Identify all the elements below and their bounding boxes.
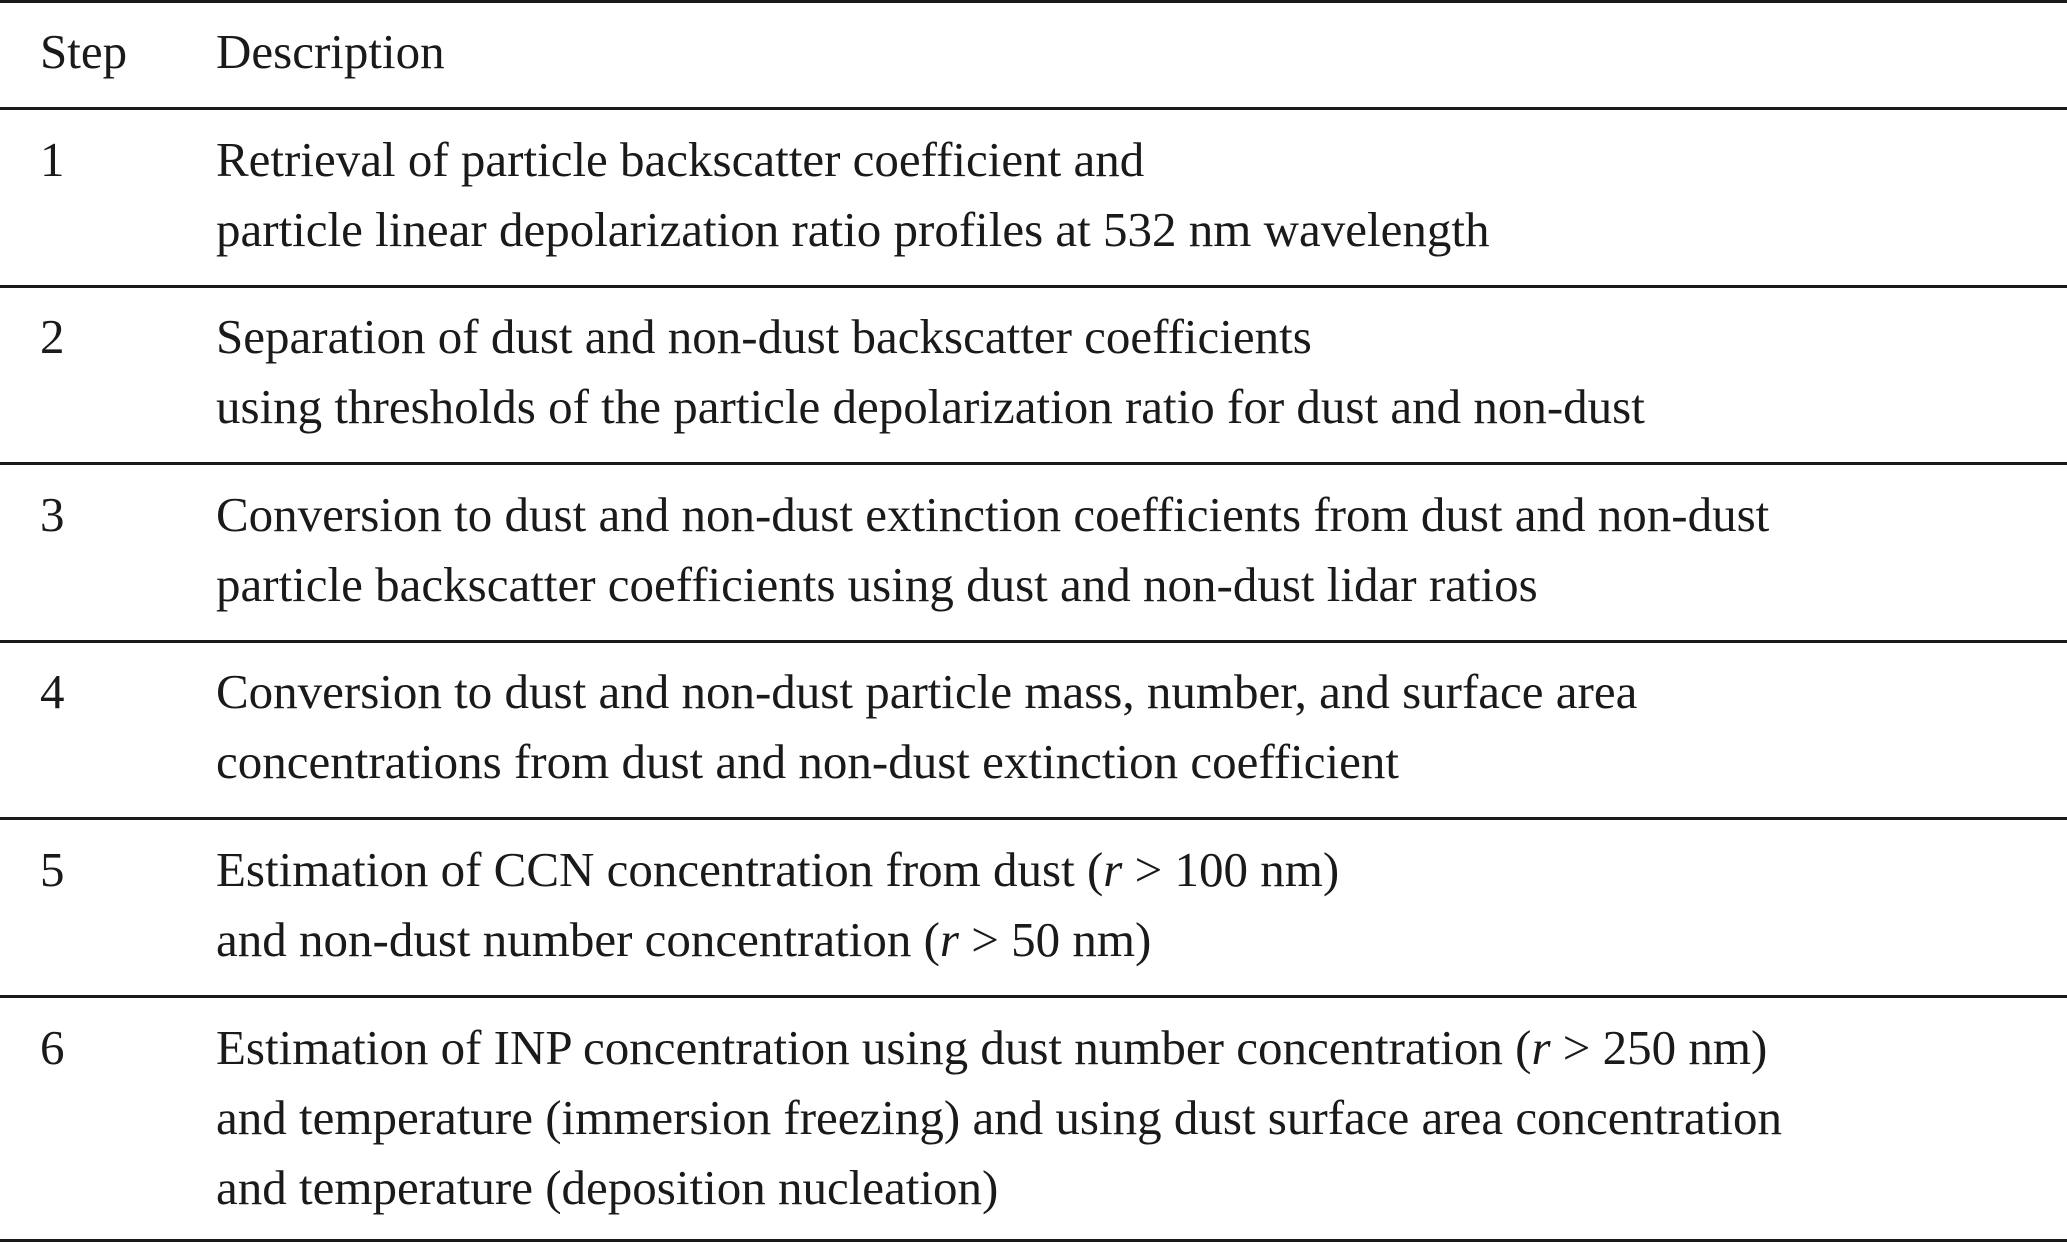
text-segment: Estimation of CCN concentration from dust ( — [216, 842, 1104, 897]
radius-symbol: r — [939, 912, 959, 967]
text-segment: > 50 nm) — [958, 912, 1152, 967]
row-description — [216, 835, 1339, 975]
description-line: Retrieval of particle backscatter coefficient and — [216, 132, 1145, 187]
table-row-divider — [0, 817, 2067, 820]
header-step: Step — [40, 24, 128, 79]
row-step-number: 1 — [40, 132, 65, 187]
row-step-number: 2 — [40, 309, 65, 364]
text-segment: Estimation of INP concentration using dust number concentration ( — [216, 1020, 1532, 1075]
description-line: Conversion to dust and non-dust particle mass, number, and surface area — [216, 664, 1638, 719]
table-row-divider — [0, 995, 2067, 998]
row-description — [216, 125, 1490, 265]
table-header-rule — [0, 107, 2067, 110]
row-step-number: 3 — [40, 487, 65, 542]
table-top-rule — [0, 0, 2067, 3]
row-description — [216, 302, 1645, 442]
table-bottom-rule — [0, 1239, 2067, 1242]
description-line — [216, 1013, 1782, 1083]
radius-symbol: r — [1531, 1020, 1551, 1075]
row-description — [216, 480, 1769, 620]
description-line: Separation of dust and non-dust backscatter coefficients — [216, 309, 1312, 364]
description-line: using thresholds of the particle depolarization ratio for dust and non-dust — [216, 379, 1645, 434]
text-segment: > 250 nm) — [1550, 1020, 1768, 1075]
table-row-divider — [0, 285, 2067, 288]
radius-symbol: r — [1103, 842, 1123, 897]
description-line: and temperature (deposition nucleation) — [216, 1160, 999, 1215]
description-line: Conversion to dust and non-dust extinction coefficients from dust and non-dust — [216, 487, 1770, 542]
text-segment: > 100 nm) — [1122, 842, 1340, 897]
description-line: concentrations from dust and non-dust extinction coefficient — [216, 734, 1399, 789]
table-row-divider — [0, 640, 2067, 643]
row-description — [216, 657, 1637, 797]
table-row-divider — [0, 462, 2067, 465]
row-step-number: 5 — [40, 842, 65, 897]
description-line — [216, 905, 1339, 975]
description-line: particle backscatter coefficients using dust and non-dust lidar ratios — [216, 557, 1538, 612]
row-description — [216, 1013, 1782, 1223]
row-step-number: 6 — [40, 1020, 65, 1075]
header-description: Description — [216, 24, 445, 79]
row-step-number: 4 — [40, 664, 65, 719]
text-segment: and non-dust number concentration ( — [216, 912, 940, 967]
description-line: and temperature (immersion freezing) and using dust surface area concentration — [216, 1090, 1782, 1145]
description-line: particle linear depolarization ratio profiles at 532 nm wavelength — [216, 202, 1490, 257]
description-line — [216, 835, 1339, 905]
